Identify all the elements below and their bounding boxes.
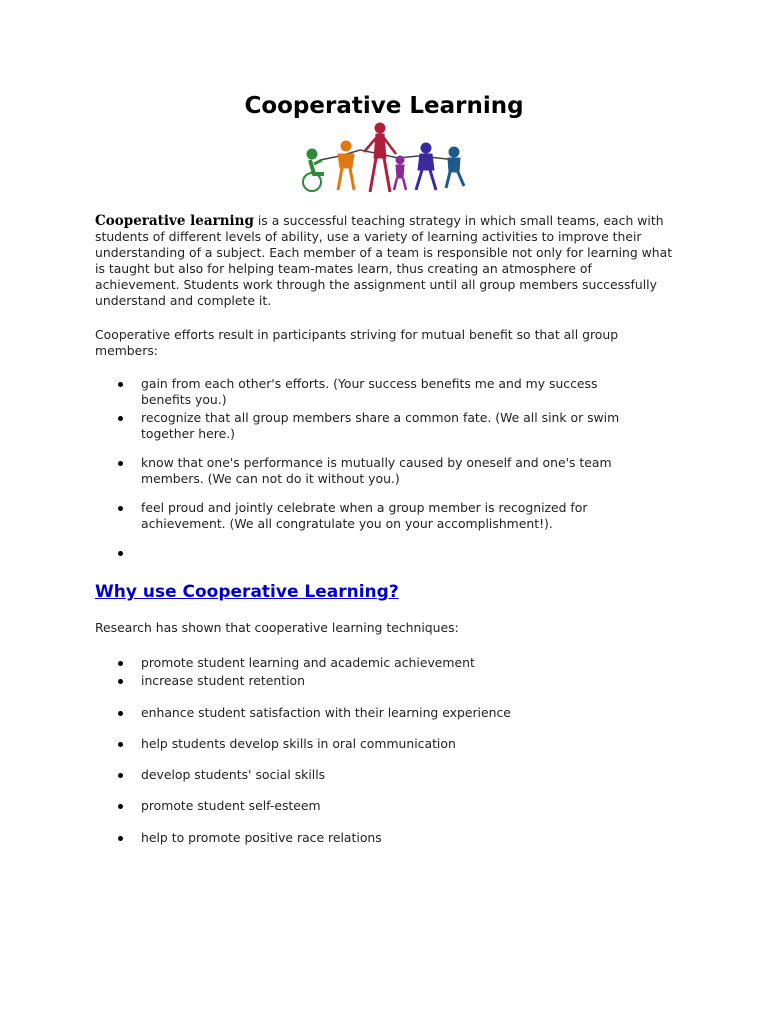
efforts-paragraph: Cooperative efforts result in participants striving for mutual benefit so that all group members: [95, 327, 619, 358]
intro-paragraph [95, 213, 680, 309]
list-item-text: recognize that all group members share a common fate. (We all sink or swim together here.) [141, 410, 620, 441]
list-item-text: help to promote positive race relations [141, 830, 382, 845]
list-item-text: know that one's performance is mutually caused by oneself and one's team members. (We can not do it without you.) [141, 455, 612, 486]
bullet-icon [118, 679, 123, 684]
list-item-text: feel proud and jointly celebrate when a group member is recognized for achievement. (We all congratulate you on your accomplishment!). [141, 500, 588, 531]
intro-lead-term: Cooperative learning [95, 213, 254, 229]
bullet-icon [118, 773, 123, 778]
bullet-icon [118, 661, 123, 666]
list-item-text: increase student retention [141, 673, 305, 688]
bullet-icon [118, 506, 123, 511]
why-use-heading-link[interactable]: Why use Cooperative Learning? [95, 582, 399, 602]
bullet-icon [118, 461, 123, 466]
page-title: Cooperative Learning [244, 93, 524, 119]
bullet-icon [118, 382, 123, 387]
list-item-text: develop students' social skills [141, 767, 326, 782]
list-item-text: enhance student satisfaction with their learning experience [141, 705, 511, 720]
people-holding-hands-icon [298, 120, 470, 196]
bullet-icon [118, 804, 123, 809]
research-paragraph: Research has shown that cooperative learning techniques: [95, 620, 459, 635]
list-item-text: gain from each other's efforts. (Your success benefits me and my success benefits you.) [141, 376, 598, 407]
bullet-icon [118, 416, 123, 421]
list-item-text: help students develop skills in oral communication [141, 736, 456, 751]
bullet-icon [118, 836, 123, 841]
intro-text: is a successful teaching strategy in which small teams, each with students of different levels of ability, use a variety of learning activities to improve their understanding of a subject. Each member of a team is responsible not only for learning what is taught but also for helping team-mates learn, thus creating an atmosphere of achievement. Students work through the assignment until all group members successfully understand and complete it. [95, 213, 673, 308]
bullet-icon [118, 551, 123, 556]
list-item-text: promote student self-esteem [141, 798, 321, 813]
list-item-text: promote student learning and academic achievement [141, 655, 475, 670]
bullet-icon [118, 711, 123, 716]
bullet-icon [118, 742, 123, 747]
